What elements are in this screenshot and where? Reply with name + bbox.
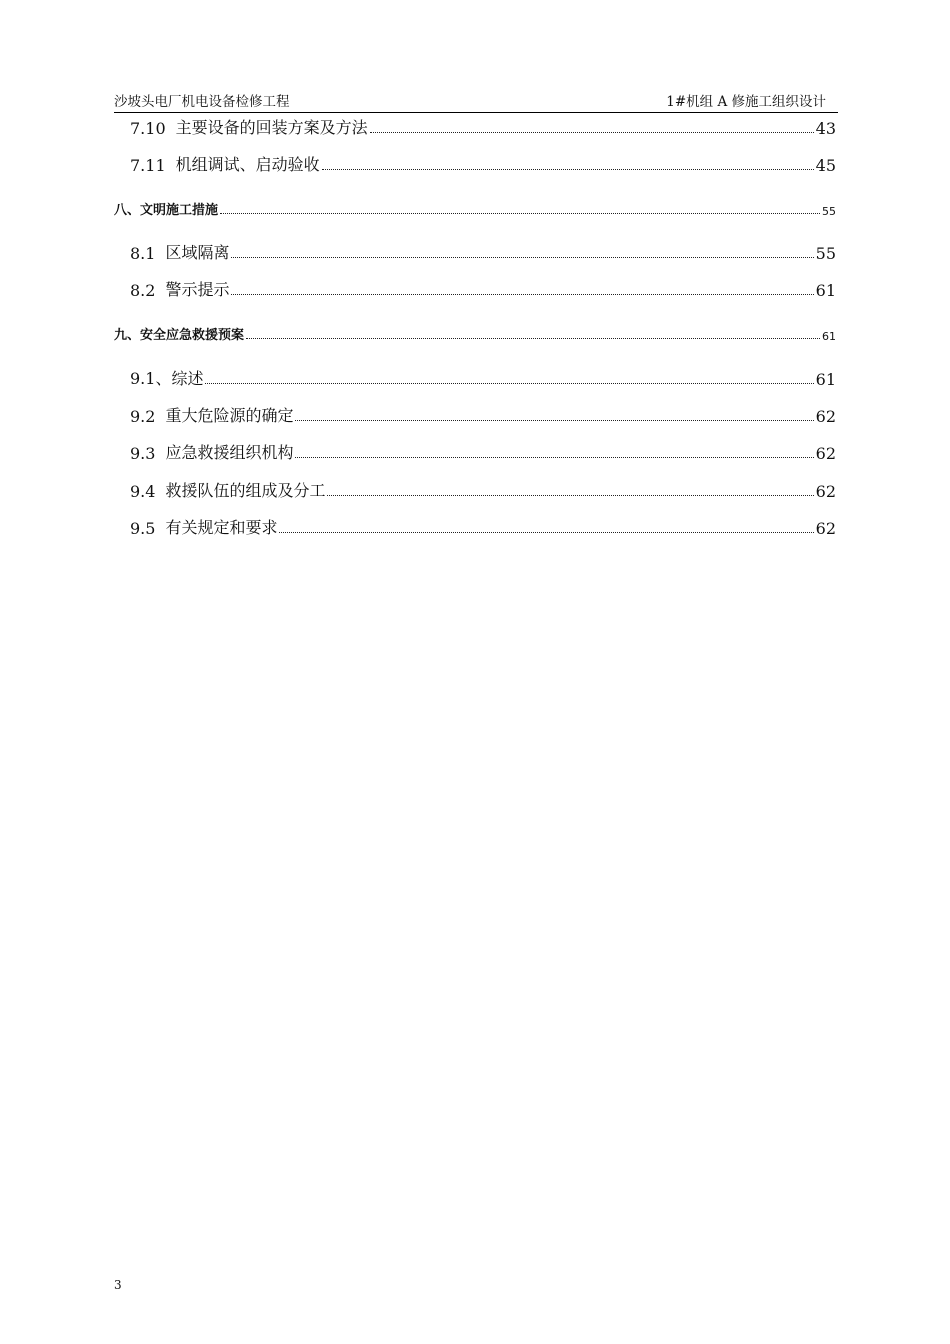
- toc-entry-number: 9.2: [130, 407, 156, 426]
- toc-dot-leader: [231, 257, 813, 258]
- toc-entry-9-2[interactable]: [130, 402, 836, 426]
- page-number: 3: [114, 1278, 122, 1292]
- toc-dot-leader: [220, 213, 820, 214]
- toc-entry-8-2[interactable]: [130, 276, 836, 300]
- toc-entry-9-1[interactable]: [130, 365, 836, 389]
- header-document-title: 1#机组 A 修施工组织设计: [666, 94, 826, 110]
- toc-dot-leader: [370, 132, 814, 133]
- toc-entry-7-10[interactable]: [130, 114, 836, 138]
- toc-chapter-title: 八、文明施工措施: [114, 203, 219, 218]
- page-header: [114, 88, 838, 113]
- toc-entry-page: 62: [815, 482, 836, 501]
- toc-entry-title: 救援队伍的组成及分工: [165, 481, 326, 500]
- header-project-name: 沙坡头电厂机电设备检修工程: [114, 94, 290, 110]
- toc-dot-leader: [295, 457, 813, 458]
- toc-entry-8-1[interactable]: [130, 239, 836, 263]
- toc-entry-number: 9.5: [130, 519, 156, 538]
- toc-entry-number: 7.10: [130, 119, 166, 138]
- toc-entry-page: 62: [815, 407, 836, 426]
- toc-dot-leader: [279, 532, 813, 533]
- toc-entry-9-3[interactable]: [130, 439, 836, 463]
- toc-entry-9-4[interactable]: [130, 477, 836, 501]
- toc-chapter-title: 九、安全应急救援预案: [114, 328, 245, 343]
- toc-entry-number: 9.3: [130, 444, 156, 463]
- toc-dot-leader: [205, 383, 813, 384]
- toc-dot-leader: [246, 338, 820, 339]
- toc-entry-number: 9.1、: [130, 369, 172, 388]
- toc-entry-page: 43: [815, 119, 836, 138]
- toc-entry-title: 机组调试、启动验收: [175, 155, 320, 174]
- toc-entry-page: 45: [815, 156, 836, 175]
- toc-entry-page: 55: [822, 205, 836, 218]
- toc-entry-9-5[interactable]: [130, 514, 836, 538]
- toc-entry-page: 61: [822, 330, 836, 343]
- toc-dot-leader: [327, 495, 813, 496]
- toc-entry-title: 主要设备的回装方案及方法: [175, 118, 368, 137]
- toc-entry-page: 61: [815, 370, 836, 389]
- toc-entry-number: 7.11: [130, 156, 166, 175]
- toc-entry-title: 综述: [171, 369, 204, 388]
- toc-entry-page: 61: [815, 281, 836, 300]
- toc-dot-leader: [231, 294, 813, 295]
- toc-entry-title: 应急救援组织机构: [165, 443, 294, 462]
- toc-entry-page: 62: [815, 444, 836, 463]
- toc-entry-page: 62: [815, 519, 836, 538]
- toc-entry-title: 区域隔离: [165, 243, 230, 262]
- toc-dot-leader: [322, 169, 814, 170]
- toc-entry-number: 8.1: [130, 244, 156, 263]
- toc-entry-title: 有关规定和要求: [165, 518, 278, 537]
- toc-entry-7-11[interactable]: [130, 151, 836, 175]
- toc-entry-title: 警示提示: [165, 280, 230, 299]
- toc-entry-page: 55: [815, 244, 836, 263]
- toc-dot-leader: [295, 420, 813, 421]
- toc-entry-number: 8.2: [130, 281, 156, 300]
- toc-entry-title: 重大危险源的确定: [165, 406, 294, 425]
- toc-entry-number: 9.4: [130, 482, 156, 501]
- toc-chapter-8[interactable]: [114, 198, 836, 218]
- toc-chapter-9[interactable]: [114, 323, 836, 343]
